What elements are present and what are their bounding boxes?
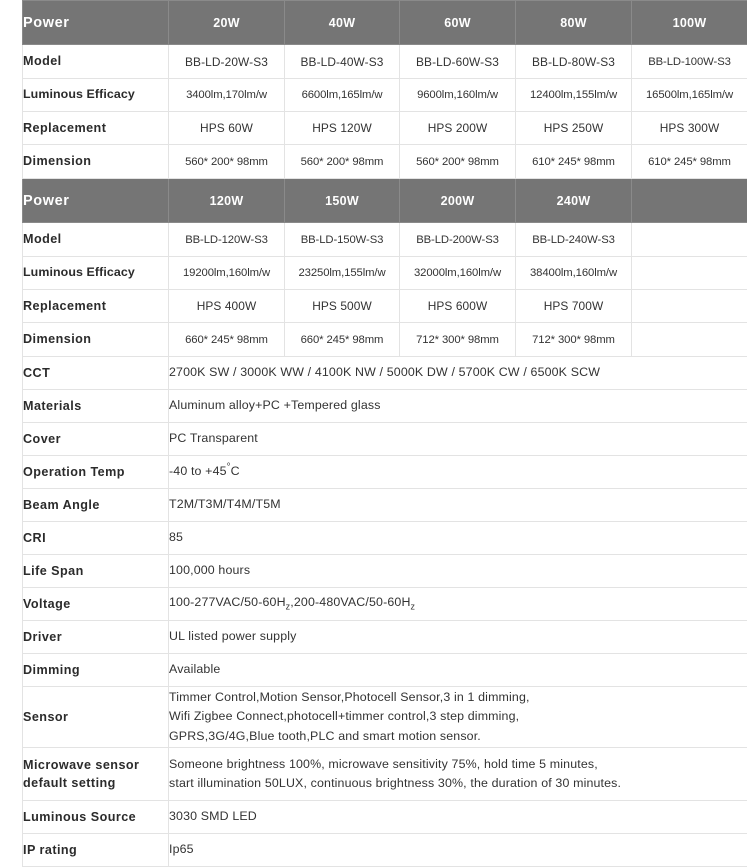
value-cct: 2700K SW / 3000K WW / 4100K NW / 5000K DW / 5700K CW / 6500K SCW: [169, 357, 747, 390]
power-header-label-2: Power: [23, 179, 169, 223]
value-materials: Aluminum alloy+PC +Tempered glass: [169, 390, 747, 423]
luminous-efficacy-150w: 23250lm,155lm/w: [285, 257, 400, 290]
row-label-luminous-efficacy-2: Luminous Efficacy: [23, 257, 169, 290]
luminous-efficacy-100w: 16500lm,165lm/w: [632, 79, 747, 112]
value-operation-temp: -40 to +45°C: [169, 456, 747, 489]
luminous-efficacy-240w: 38400lm,160lm/w: [516, 257, 632, 290]
row-label-cover: Cover: [23, 423, 169, 456]
row-label-driver: Driver: [23, 621, 169, 654]
luminous-efficacy-40w: 6600lm,165lm/w: [285, 79, 400, 112]
row-label-luminous-source: Luminous Source: [23, 801, 169, 834]
row-label-dimming: Dimming: [23, 654, 169, 687]
value-luminous-source: 3030 SMD LED: [169, 801, 747, 834]
table-row: [23, 423, 747, 456]
table-row: [23, 112, 747, 145]
replacement-120w: HPS 400W: [169, 290, 285, 323]
model-120w: BB-LD-120W-S3: [169, 223, 285, 257]
model-100w: BB-LD-100W-S3: [632, 45, 747, 79]
replacement-60w: HPS 200W: [400, 112, 516, 145]
row-label-microwave-line-1: Microwave sensor: [23, 758, 139, 772]
dimension-80w: 610* 245* 98mm: [516, 145, 632, 179]
table-row: [23, 145, 747, 179]
replacement-20w: HPS 60W: [169, 112, 285, 145]
specification-table: [22, 0, 747, 867]
power-header-20w: 20W: [169, 1, 285, 45]
row-label-model-1: Model: [23, 45, 169, 79]
model-20w: BB-LD-20W-S3: [169, 45, 285, 79]
power-header-240w: 240W: [516, 179, 632, 223]
spec-table-body: [23, 1, 747, 867]
power-header-label-1: Power: [23, 1, 169, 45]
row-label-dimension-1: Dimension: [23, 145, 169, 179]
luminous-efficacy-empty: [632, 257, 747, 290]
value-microwave-sensor-default-setting: [169, 748, 747, 801]
replacement-150w: HPS 500W: [285, 290, 400, 323]
table-row: [23, 223, 747, 257]
luminous-efficacy-120w: 19200lm,160lm/w: [169, 257, 285, 290]
table-row: [23, 290, 747, 323]
table-row: [23, 456, 747, 489]
row-label-luminous-efficacy-1: Luminous Efficacy: [23, 79, 169, 112]
replacement-100w: HPS 300W: [632, 112, 747, 145]
table-row: [23, 79, 747, 112]
row-label-replacement-2: Replacement: [23, 290, 169, 323]
dimension-100w: 610* 245* 98mm: [632, 145, 747, 179]
luminous-efficacy-20w: 3400lm,170lm/w: [169, 79, 285, 112]
dimension-60w: 560* 200* 98mm: [400, 145, 516, 179]
model-40w: BB-LD-40W-S3: [285, 45, 400, 79]
value-beam-angle: T2M/T3M/T4M/T5M: [169, 489, 747, 522]
table-row: [23, 522, 747, 555]
row-label-microwave-line-2: default setting: [23, 776, 116, 790]
value-sensor-line-3: GPRS,3G/4G,Blue tooth,PLC and smart motion sensor.: [169, 727, 747, 746]
dimension-240w: 712* 300* 98mm: [516, 323, 632, 357]
power-header-empty: [632, 179, 747, 223]
replacement-empty: [632, 290, 747, 323]
value-sensor: [169, 687, 747, 748]
value-dimming: Available: [169, 654, 747, 687]
row-label-materials: Materials: [23, 390, 169, 423]
row-label-model-2: Model: [23, 223, 169, 257]
model-60w: BB-LD-60W-S3: [400, 45, 516, 79]
table-row: [23, 555, 747, 588]
value-microwave-line-2: start illumination 50LUX, continuous brightness 30%, the duration of 30 minutes.: [169, 774, 747, 793]
row-label-beam-angle: Beam Angle: [23, 489, 169, 522]
dimension-40w: 560* 200* 98mm: [285, 145, 400, 179]
power-header-row-1: [23, 1, 747, 45]
row-label-cri: CRI: [23, 522, 169, 555]
row-label-replacement-1: Replacement: [23, 112, 169, 145]
row-label-dimension-2: Dimension: [23, 323, 169, 357]
luminous-efficacy-80w: 12400lm,155lm/w: [516, 79, 632, 112]
replacement-40w: HPS 120W: [285, 112, 400, 145]
table-row: [23, 748, 747, 801]
model-200w: BB-LD-200W-S3: [400, 223, 516, 257]
table-row: [23, 390, 747, 423]
model-80w: BB-LD-80W-S3: [516, 45, 632, 79]
value-cri: 85: [169, 522, 747, 555]
model-150w: BB-LD-150W-S3: [285, 223, 400, 257]
row-label-sensor: Sensor: [23, 687, 169, 748]
value-voltage: $100-277VAC/50-60H_z,200-480VAC/50-60H_z$: [169, 588, 747, 621]
power-header-120w: 120W: [169, 179, 285, 223]
table-row: [23, 357, 747, 390]
luminous-efficacy-200w: 32000lm,160lm/w: [400, 257, 516, 290]
table-row: [23, 489, 747, 522]
power-header-80w: 80W: [516, 1, 632, 45]
model-empty: [632, 223, 747, 257]
row-label-operation-temp: Operation Temp: [23, 456, 169, 489]
dimension-120w: 660* 245* 98mm: [169, 323, 285, 357]
value-sensor-line-2: Wifi Zigbee Connect,photocell+timmer control,3 step dimming,: [169, 707, 747, 726]
power-header-100w: 100W: [632, 1, 747, 45]
table-row: [23, 257, 747, 290]
row-label-voltage: Voltage: [23, 588, 169, 621]
power-header-row-2: [23, 179, 747, 223]
luminous-efficacy-60w: 9600lm,160lm/w: [400, 79, 516, 112]
value-sensor-line-1: Timmer Control,Motion Sensor,Photocell Sensor,3 in 1 dimming,: [169, 688, 747, 707]
value-life-span: 100,000 hours: [169, 555, 747, 588]
power-header-60w: 60W: [400, 1, 516, 45]
power-header-200w: 200W: [400, 179, 516, 223]
dimension-empty: [632, 323, 747, 357]
table-row: [23, 588, 747, 621]
row-label-life-span: Life Span: [23, 555, 169, 588]
power-header-40w: 40W: [285, 1, 400, 45]
dimension-20w: 560* 200* 98mm: [169, 145, 285, 179]
table-row: [23, 621, 747, 654]
power-header-150w: 150W: [285, 179, 400, 223]
model-240w: BB-LD-240W-S3: [516, 223, 632, 257]
table-row: [23, 687, 747, 748]
table-row: [23, 45, 747, 79]
table-row: [23, 801, 747, 834]
table-row: [23, 323, 747, 357]
dimension-200w: 712* 300* 98mm: [400, 323, 516, 357]
replacement-240w: HPS 700W: [516, 290, 632, 323]
row-label-microwave-sensor-default-setting: [23, 748, 169, 801]
value-microwave-line-1: Someone brightness 100%, microwave sensitivity 75%, hold time 5 minutes,: [169, 755, 747, 774]
value-ip-rating: Ip65: [169, 834, 747, 867]
value-cover: PC Transparent: [169, 423, 747, 456]
row-label-ip-rating: IP rating: [23, 834, 169, 867]
value-driver: UL listed power supply: [169, 621, 747, 654]
replacement-200w: HPS 600W: [400, 290, 516, 323]
table-row: [23, 654, 747, 687]
table-row: [23, 834, 747, 867]
replacement-80w: HPS 250W: [516, 112, 632, 145]
row-label-cct: CCT: [23, 357, 169, 390]
dimension-150w: 660* 245* 98mm: [285, 323, 400, 357]
